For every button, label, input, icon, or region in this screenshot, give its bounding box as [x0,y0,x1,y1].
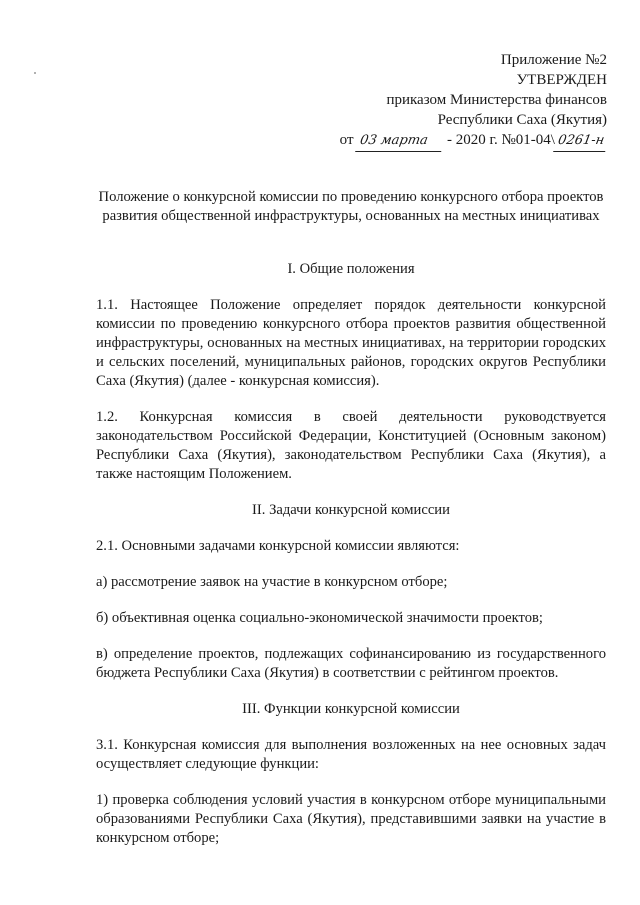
paragraph-2-a: а) рассмотрение заявок на участие в конкурсном отборе; [96,574,448,590]
paragraph-1-2: 1.2. Конкурсная комиссия в своей деятельности руководствуется законодательством Российской Федерации, Конституцией (Основным законом) Республики Саха (Якутия), законодательством Республики Саха (Якутия), а также настоящим Положением. [96,409,606,482]
handwritten-number: 0261-н [553,131,609,152]
paragraph-1-1: 1.1. Настоящее Положение определяет порядок деятельности конкурсной комиссии по проведению конкурсного отбора проектов развития общественной инфраструктуры, основанных на местных инициативах, на территории городских и сельских поселений, муниципальных районов, городских округов Республики Саха (Якутия) (далее - конкурсная комиссия). [96,297,606,389]
republic-line: Республики Саха (Якутия) [437,112,607,128]
paragraph-3-1-1: 1) проверка соблюдения условий участия в конкурсном отборе муниципальными образованиями Республики Саха (Якутия), представившими заявки на участие в конкурсном отборе; [96,792,606,846]
document-title: Положение о конкурсной комиссии по проведению конкурсного отбора проектов развития общественной инфраструктуры, основанных на местных инициативах [98,189,604,224]
paragraph-3-1: 3.1. Конкурсная комиссия для выполнения возложенных на нее основных задач осуществляет следующие функции: [96,737,606,772]
section-heading-tasks: II. Задачи конкурсной комиссии [252,502,450,518]
section-heading-functions: III. Функции конкурсной комиссии [242,701,460,717]
paragraph-2-1: 2.1. Основными задачами конкурсной комиссии являются: [96,538,460,554]
paragraph-2-v: в) определение проектов, подлежащих софинансированию из государственного бюджета Республики Саха (Якутия) в соответствии с рейтингом проектов. [96,646,606,681]
order-line: приказом Министерства финансов [386,92,607,108]
paragraph-2-b: б) объективная оценка социально-экономической значимости проектов; [96,610,543,626]
handwritten-date: 03 марта [355,131,445,152]
from-prefix: от [339,132,354,148]
year-part: - 2020 г. №01-04\ [447,132,555,148]
order-date-line [340,130,607,152]
appendix-label: Приложение №2 [500,52,607,68]
approval-header [340,50,607,152]
approved-label: УТВЕРЖДЕН [516,72,607,88]
scan-speck [34,72,36,74]
section-heading-general: I. Общие положения [287,261,415,277]
